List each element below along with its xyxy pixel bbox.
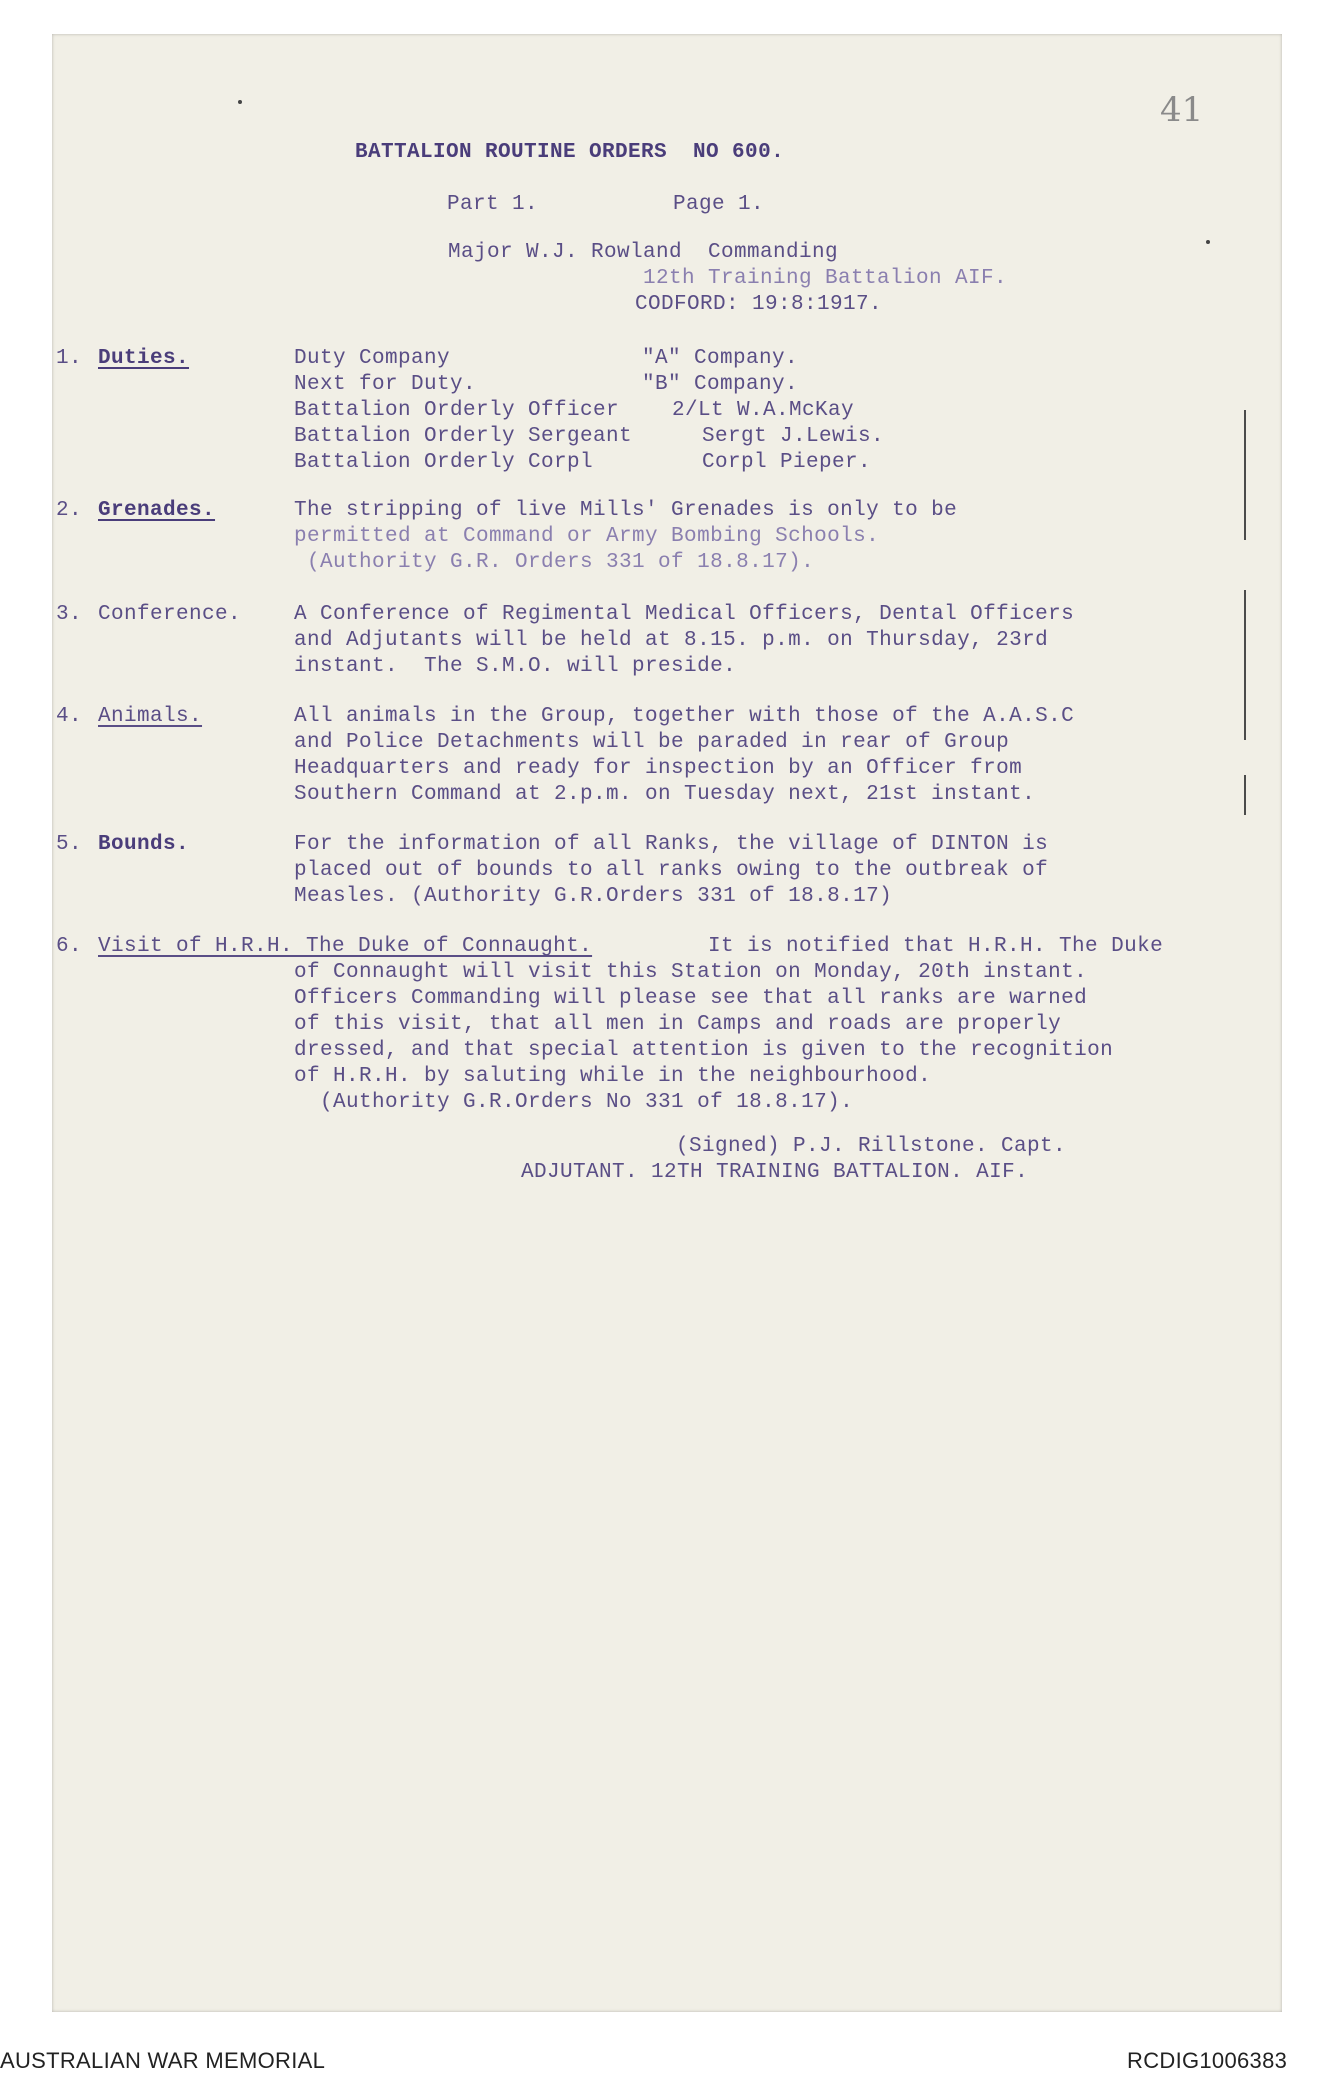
- visit-text-line: dressed, and that special attention is given to the recognition: [294, 1039, 1114, 1062]
- grenades-text-line: (Authority G.R. Orders 331 of 18.8.17).: [294, 551, 815, 574]
- animals-title: Animals.: [98, 705, 203, 728]
- item-number: 6.: [56, 935, 83, 958]
- bounds-text-line: For the information of all Ranks, the village of DINTON is: [294, 833, 1049, 856]
- grenades-text-line: permitted at Command or Army Bombing Schools.: [294, 525, 880, 548]
- animals-text-line: All animals in the Group, together with those of the A.A.S.C: [294, 705, 1075, 728]
- duty-assignee: Sergt J.Lewis.: [702, 425, 885, 448]
- signature-line: ADJUTANT. 12TH TRAINING BATTALION. AIF.: [521, 1161, 1029, 1184]
- item-number: 4.: [56, 705, 83, 728]
- unit-line: 12th Training Battalion AIF.: [643, 267, 1008, 290]
- duty-role: Next for Duty.: [294, 373, 477, 396]
- visit-text-line: of Connaught will visit this Station on Monday, 20th instant.: [294, 961, 1088, 984]
- visit-text-line: (Authority G.R.Orders No 331 of 18.8.17).: [294, 1091, 854, 1114]
- edge-mark: [1244, 410, 1246, 540]
- duty-assignee: 2/Lt W.A.McKay: [672, 399, 855, 422]
- duty-role: Battalion Orderly Sergeant: [294, 425, 633, 448]
- duty-assignee: "A" Company.: [642, 347, 799, 370]
- bounds-title: Bounds.: [98, 833, 190, 856]
- grenades-text-line: The stripping of live Mills' Grenades is only to be: [294, 499, 958, 522]
- page-number: 41: [1160, 90, 1204, 130]
- conference-text-line: and Adjutants will be held at 8.15. p.m. on Thursday, 23rd: [294, 629, 1049, 652]
- item-number: 2.: [56, 499, 83, 522]
- edge-mark: [1244, 775, 1246, 815]
- visit-text-line: It is notified that H.R.H. The Duke: [708, 935, 1164, 958]
- duty-role: Battalion Orderly Officer: [294, 399, 620, 422]
- visit-text-line: of H.R.H. by saluting while in the neighbourhood.: [294, 1065, 932, 1088]
- duty-assignee: "B" Company.: [642, 373, 799, 396]
- duty-role: Duty Company: [294, 347, 451, 370]
- bounds-text-line: Measles. (Authority G.R.Orders 331 of 18.8.17): [294, 885, 893, 908]
- part-label: Part 1.: [447, 193, 539, 216]
- duty-role: Battalion Orderly Corpl: [294, 451, 594, 474]
- duty-assignee: Corpl Pieper.: [702, 451, 872, 474]
- footer-source: AUSTRALIAN WAR MEMORIAL: [0, 2048, 326, 2073]
- ink-speck: [1206, 240, 1210, 244]
- conference-title: Conference.: [98, 603, 242, 626]
- page-label: Page 1.: [673, 193, 765, 216]
- animals-text-line: Southern Command at 2.p.m. on Tuesday next, 21st instant.: [294, 783, 1036, 806]
- visit-title: Visit of H.R.H. The Duke of Connaught.: [98, 935, 593, 958]
- item-number: 3.: [56, 603, 83, 626]
- orders-heading: BATTALION ROUTINE ORDERS NO 600.: [355, 141, 785, 164]
- item-number: 5.: [56, 833, 83, 856]
- animals-text-line: Headquarters and ready for inspection by an Officer from: [294, 757, 1023, 780]
- grenades-title: Grenades.: [98, 499, 216, 522]
- item-number: 1.: [56, 347, 83, 370]
- animals-text-line: and Police Detachments will be paraded in rear of Group: [294, 731, 1010, 754]
- commander-line: Major W.J. Rowland Commanding: [448, 241, 839, 264]
- conference-text-line: A Conference of Regimental Medical Officers, Dental Officers: [294, 603, 1075, 626]
- bounds-text-line: placed out of bounds to all ranks owing to the outbreak of: [294, 859, 1049, 882]
- edge-mark: [1244, 590, 1246, 740]
- conference-text-line: instant. The S.M.O. will preside.: [294, 655, 737, 678]
- visit-text-line: of this visit, that all men in Camps and roads are properly: [294, 1013, 1062, 1036]
- ink-speck: [238, 100, 242, 104]
- duties-title: Duties.: [98, 347, 190, 370]
- footer-id: RCDIG1006383: [1127, 2048, 1288, 2073]
- signature-line: (Signed) P.J. Rillstone. Capt.: [676, 1135, 1067, 1158]
- visit-text-line: Officers Commanding will please see that all ranks are warned: [294, 987, 1088, 1010]
- place-date-line: CODFORD: 19:8:1917.: [635, 293, 883, 316]
